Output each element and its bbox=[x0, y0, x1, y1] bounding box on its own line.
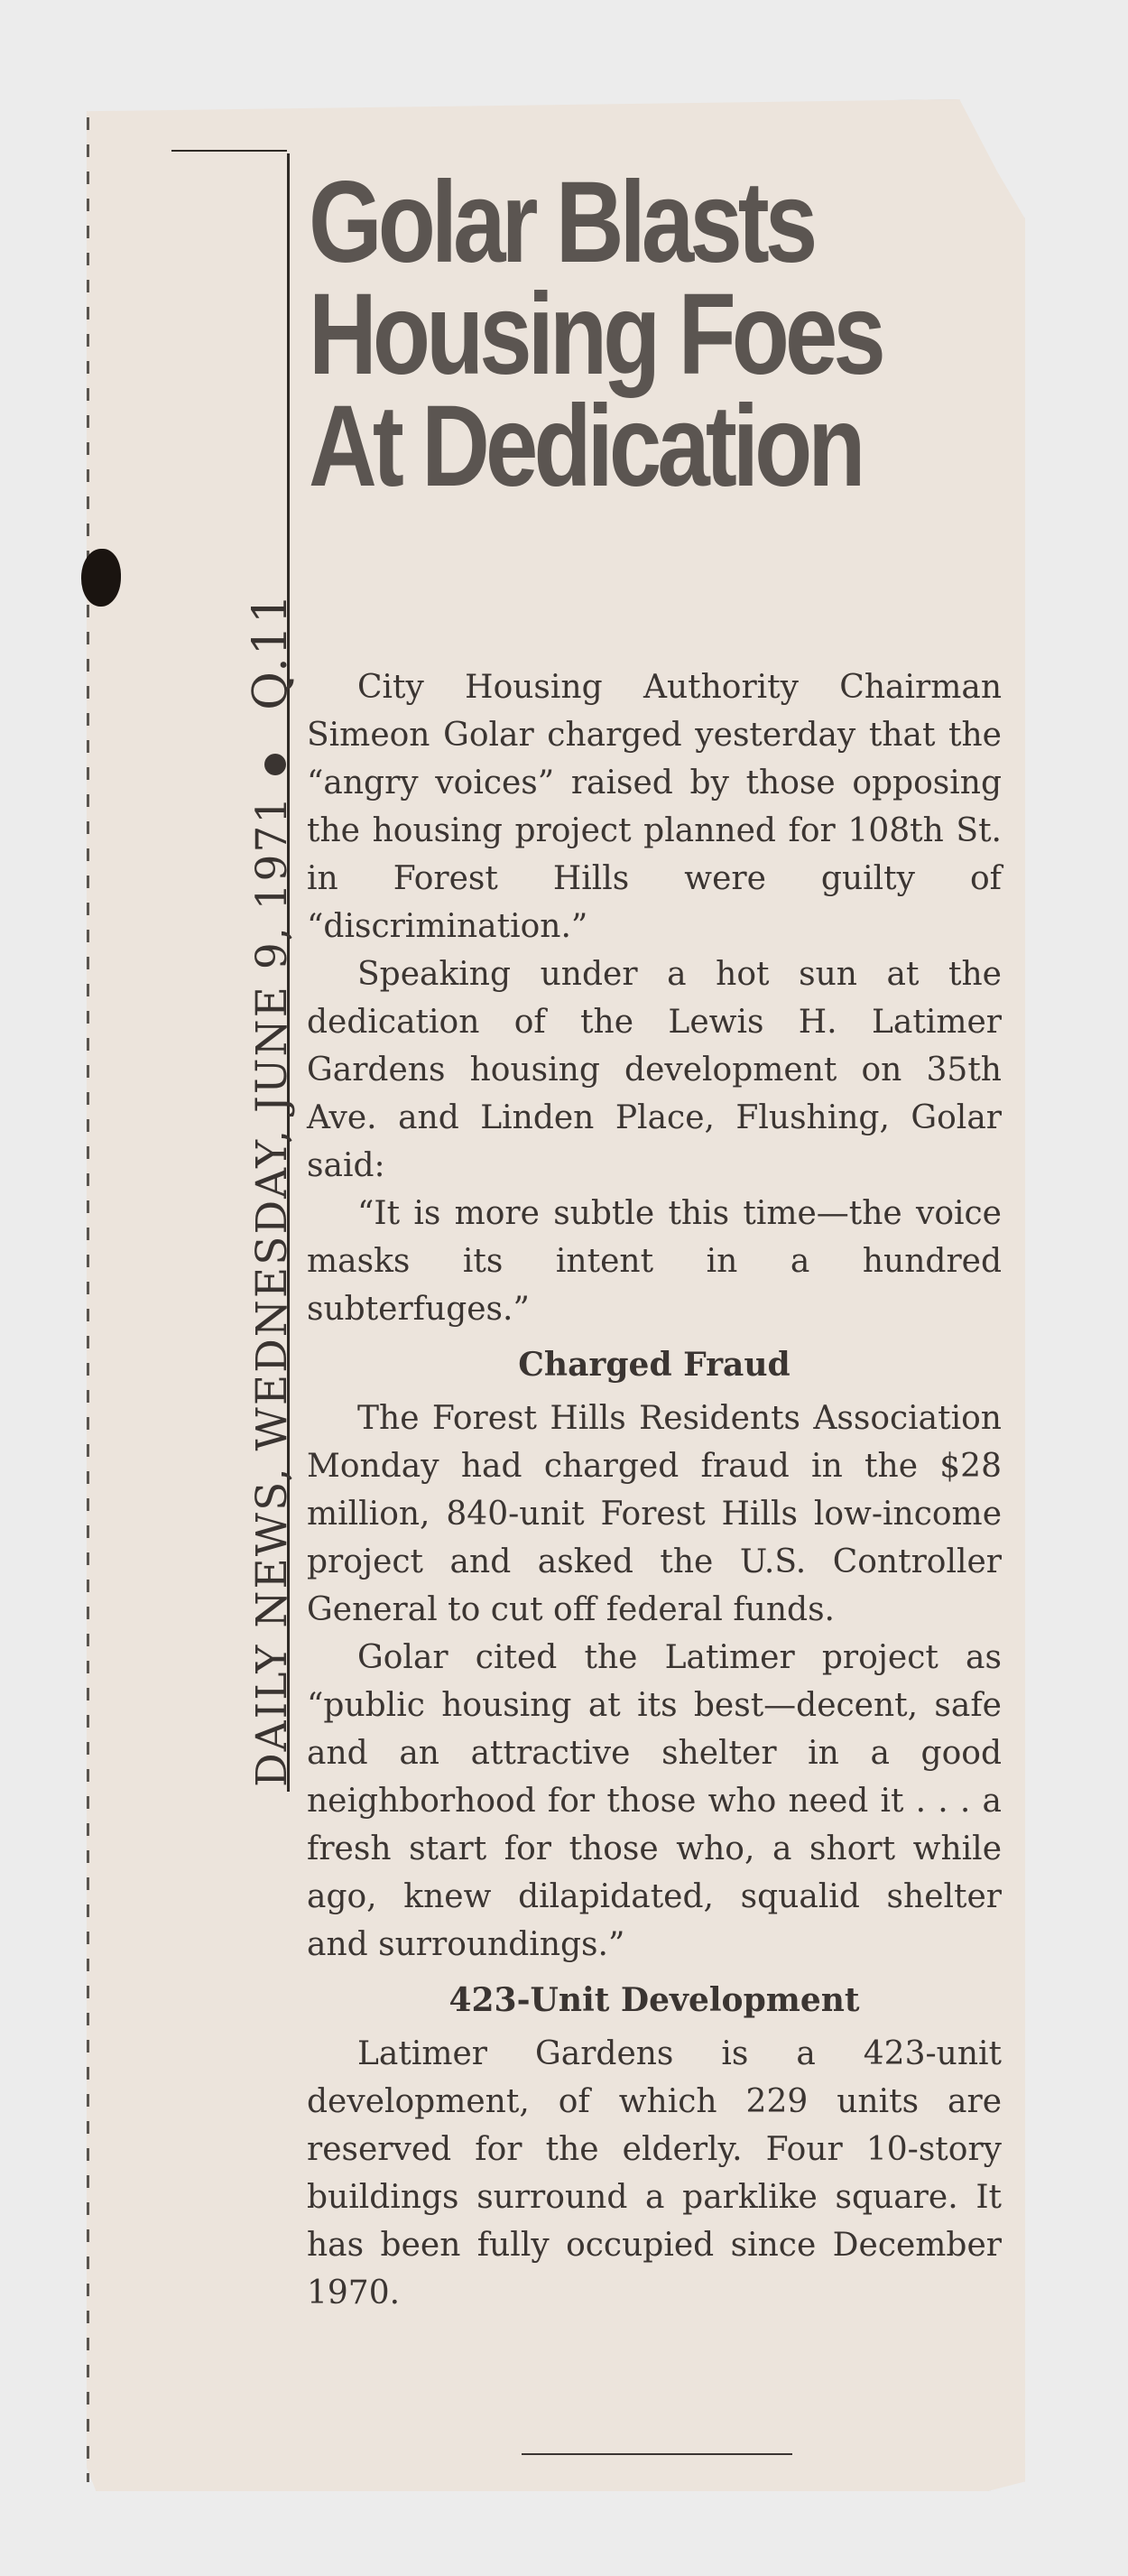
headline bbox=[309, 158, 882, 511]
paragraph-1: City Housing Authority Chairman Simeon Golar charged yesterday that the “angry voices” raised by those opposing the housing project planned for 108th St. in Forest Hills were guilty of “discrimination.” bbox=[307, 669, 1002, 945]
page-code: Q.11 bbox=[244, 592, 298, 710]
subhead-423-unit: 423-Unit Development bbox=[448, 1981, 860, 2019]
paragraph-5: Golar cited the Latimer project as “public housing at its best—decent, safe and an attractive shelter in a good neighborhood for those who need it . . . a fresh start for those who, a short while ago, knew dilapidated, squalid shelter and surroundings.” bbox=[307, 1639, 1002, 1963]
paragraph-2: Speaking under a hot sun at the dedication of the Lewis H. Latimer Gardens housing development on 35th Ave. and Linden Place, Flushing, Golar said: bbox=[307, 956, 1002, 1184]
headline-line-3: At Dedication bbox=[309, 382, 862, 511]
dateline-text: DAILY NEWS, WEDNESDAY, JUNE 9, 1971 bbox=[247, 794, 297, 1787]
paragraph-6: Latimer Gardens is a 423-unit development, of which 229 units are reserved for the elderly. Four 10-story buildings surround a parklike square. It has been fully occupied since December 1970. bbox=[307, 2035, 1002, 2312]
article-body bbox=[307, 663, 1002, 2317]
paragraph-3: “It is more subtle this time—the voice masks its intent in a hundred subterfuges.” bbox=[307, 1195, 1002, 1328]
torn-edge bbox=[87, 117, 89, 2482]
headline-line-2: Housing Foes bbox=[309, 270, 882, 399]
punch-hole bbox=[81, 549, 121, 607]
dateline bbox=[244, 592, 298, 1787]
top-rule bbox=[171, 150, 287, 152]
paragraph-4: The Forest Hills Residents Association Monday had charged fraud in the $28 million, 840-unit Forest Hills low-income project and asked the U.S. Controller General to cut off federal funds. bbox=[307, 1400, 1002, 1628]
end-rule bbox=[522, 2453, 792, 2455]
subhead-charged-fraud: Charged Fraud bbox=[518, 1346, 791, 1384]
bullet-icon bbox=[264, 754, 286, 775]
headline-line-1: Golar Blasts bbox=[309, 158, 814, 287]
